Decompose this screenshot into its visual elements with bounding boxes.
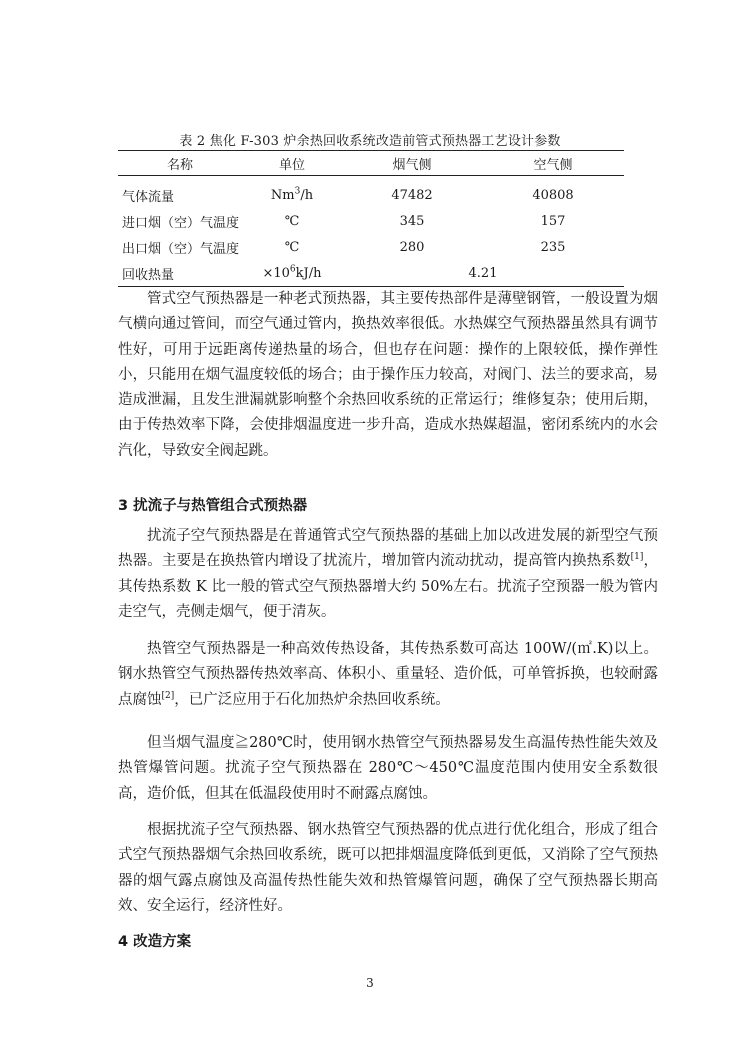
- header-flue-side: 烟气侧: [342, 151, 482, 176]
- paragraph-tube-preheater: 管式空气预热器是一种老式预热器，其主要传热部件是薄壁钢管，一般设置为烟气横向通过管间，而空气通过管内，换热效率很低。水热媒空气预热器虽然具有调节性好，可用于远距离传递热量的场合，但也存在问题：操作的上限较低，操作弹性小，只能用在烟气温度较低的场合；由于操作压力较高，对阀门、法兰的要求高，易造成泄漏，且发生泄漏就影响整个余热回收系统的正常运行；维修复杂；使用后期，由于传热效率下降，会使排烟温度进一步升高，造成水热媒超温，密闭系统内的水会汽化，导致安全阀起跳。: [118, 291, 658, 459]
- row-air-value: 40808: [532, 187, 574, 203]
- page-number: 3: [366, 976, 374, 990]
- paragraph-turbulator-preheater: 扰流子空气预热器是在普通管式空气预热器的基础上加以改进发展的新型空气预热器。主要是在换热管内增设了扰流片，增加管内流动扰动，提高管内换热系数[1]，其传热系数 K 比一般的管式空气预热器增大约 50%左右。扰流子空预器一般为管内走空气，壳侧走烟气，便于清灰。: [118, 528, 659, 620]
- header-name: 名称: [118, 151, 242, 176]
- row-air-value: 157: [540, 213, 566, 229]
- section-heading-3: 3 扰流子与热管组合式预热器: [118, 498, 308, 514]
- row-name: 出口烟（空）气温度: [122, 241, 240, 257]
- citation-ref-2: [2]: [161, 690, 175, 701]
- section-heading-4: 4 改造方案: [118, 934, 192, 950]
- table-row: [118, 234, 624, 260]
- row-air-value: 235: [540, 239, 566, 255]
- row-name: 气体流量: [122, 189, 175, 205]
- table-caption: 表 2 焦化 F-303 炉余热回收系统改造前管式预热器工艺设计参数: [179, 134, 561, 149]
- table-row: [118, 176, 624, 209]
- paragraph-combined-system: 根据扰流子空气预热器、钢水热管空气预热器的优点进行优化组合，形成了组合式空气预热器烟气余热回收系统，既可以把排烟温度降低到更低，又消除了空气预热器的烟气露点腐蚀及高温传热性能失效和热管爆管问题，确保了空气预热器长期高效、安全运行，经济性好。: [118, 822, 658, 914]
- row-flue-value: 280: [399, 239, 425, 255]
- paragraph-heat-pipe-preheater: 热管空气预热器是一种高效传热设备，其传热系数可高达 100W/(㎡.K)以上。钢水热管空气预热器传热效率高、体积小、重量轻、造价低，可单管拆换，也较耐露点腐蚀[2]，已广泛应用于石化加热炉余热回收系统。: [118, 641, 658, 708]
- row-flue-value: 47482: [391, 187, 433, 203]
- paragraph-high-temperature: 但当烟气温度≧280℃时，使用钢水热管空气预热器易发生高温传热性能失效及热管爆管问题。扰流子空气预热器在 280℃～450℃温度范围内使用安全系数很高，造价低，但其在低温段使用时不耐露点腐蚀。: [118, 735, 658, 802]
- row-name: 回收热量: [118, 260, 242, 287]
- row-unit: ℃: [284, 213, 300, 229]
- header-unit: 单位: [242, 151, 342, 176]
- table-header-row: [118, 151, 624, 176]
- row-flue-value: 345: [399, 213, 425, 229]
- row-unit: $\times 10^6kJ/h$: [242, 260, 342, 287]
- citation-ref-1: [1]: [630, 552, 644, 563]
- row-unit: ℃: [284, 239, 300, 255]
- parameter-table: [118, 150, 624, 287]
- row-merged-value: 4.21: [342, 260, 624, 287]
- table-row: [118, 208, 624, 234]
- table-row: [118, 260, 624, 287]
- row-unit: Nm$^3$/h: [270, 186, 314, 203]
- row-name: 进口烟（空）气温度: [122, 215, 240, 231]
- header-air-side: 空气侧: [482, 151, 624, 176]
